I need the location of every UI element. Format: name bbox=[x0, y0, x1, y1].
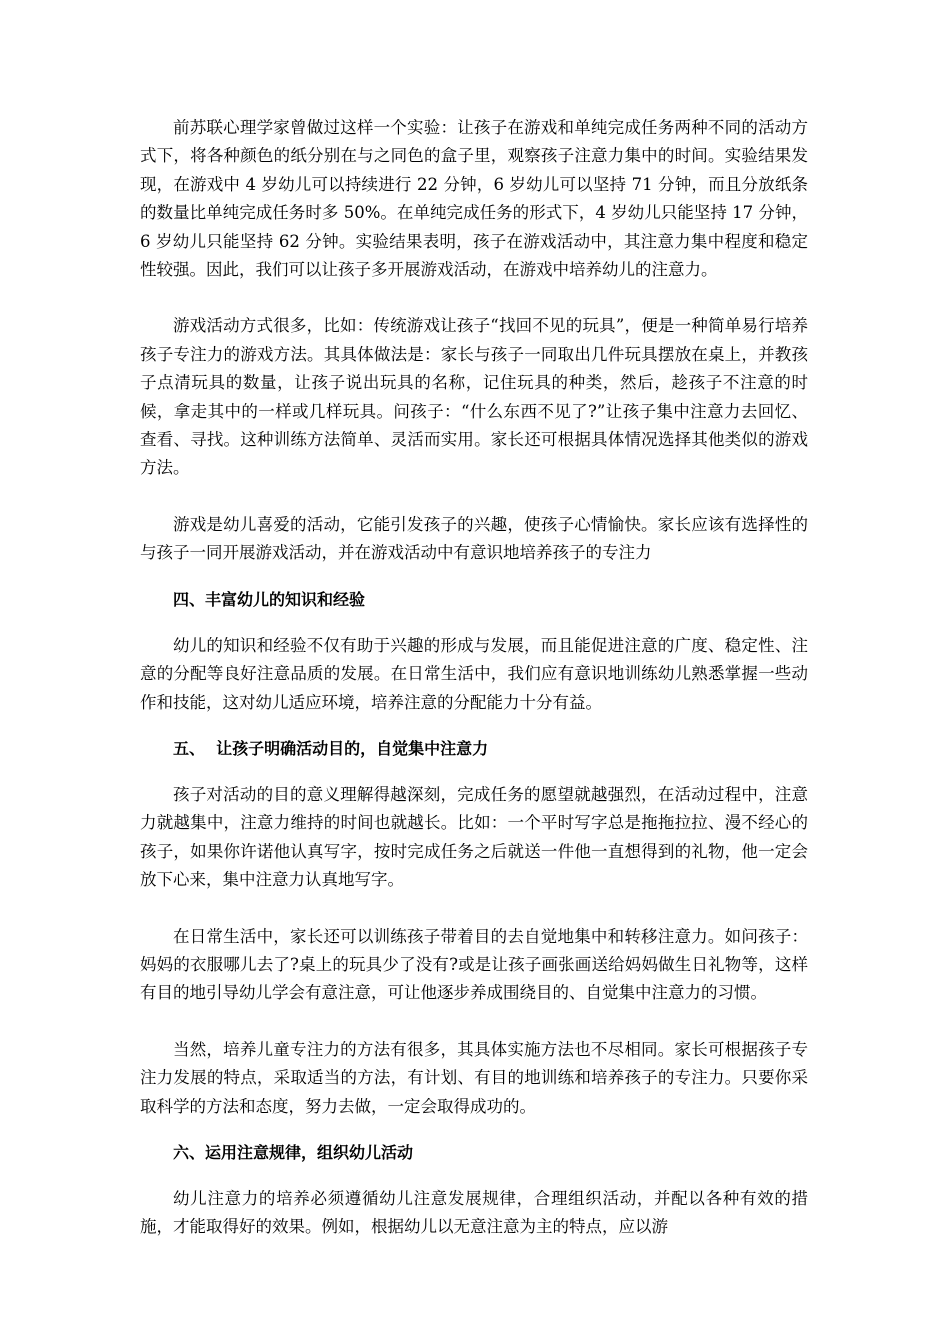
paragraph-knowledge: 幼儿的知识和经验不仅有助于兴趣的形成与发展，而且能促进注意的广度、稳定性、注意的分配等良好注意品质的发展。在日常生活中，我们应有意识地训练幼儿熟悉掌握一些动作和技能，这对幼儿适应环境，培养注意的分配能力十分有益。 bbox=[140, 635, 808, 712]
heading-section-4: 四、丰富幼儿的知识和经验 bbox=[173, 589, 366, 609]
paragraph-experiment: 前苏联心理学家曾做过这样一个实验：让孩子在游戏和单纯完成任务两种不同的活动方式下，将各种颜色的纸分别在与之同色的盒子里，观察孩子注意力集中的时间。实验结果发现，在游戏中 4 岁幼儿可以持续进行 22 分钟，6 岁幼儿可以坚持 71 分钟，而且分放纸条的数量比单纯完成任务时多 50%。在单纯完成任务的形式下，4 岁幼儿只能坚持 17 分钟，6 岁幼儿只能坚持 62 分钟。实验结果表明，孩子在游戏活动中，其注意力集中程度和稳定性较强。因此，我们可以让孩子多开展游戏活动，在游戏中培养幼儿的注意力。 bbox=[140, 118, 808, 280]
heading-section-6: 六、运用注意规律，组织幼儿活动 bbox=[173, 1142, 414, 1162]
paragraph-attention-rules: 幼儿注意力的培养必须遵循幼儿注意发展规律，合理组织活动，并配以各种有效的措施，才能取得好的效果。例如，根据幼儿以无意注意为主的特点，应以游 bbox=[140, 1188, 808, 1237]
document-page bbox=[140, 114, 808, 1242]
paragraph-purpose: 孩子对活动的目的意义理解得越深刻，完成任务的愿望就越强烈，在活动过程中，注意力就越集中，注意力维持的时间也就越长。比如：一个平时写字总是拖拖拉拉、漫不经心的孩子，如果你许诺他认真写字，按时完成任务之后就送一件他一直想得到的礼物，他一定会放下心来，集中注意力认真地写字。 bbox=[140, 784, 808, 890]
paragraph-game-summary: 游戏是幼儿喜爱的活动，它能引发孩子的兴趣，使孩子心情愉快。家长应该有选择性的与孩子一同开展游戏活动，并在游戏活动中有意识地培养孩子的专注力 bbox=[140, 514, 808, 563]
paragraph-daily-training: 在日常生活中，家长还可以训练孩子带着目的去自觉地集中和转移注意力。如问孩子：妈妈的衣服哪儿去了?桌上的玩具少了没有?或是让孩子画张画送给妈妈做生日礼物等，这样有目的地引导幼儿学会有意注意，可让他逐步养成围绕目的、自觉集中注意力的习惯。 bbox=[140, 926, 808, 1003]
heading-section-5: 五、 让孩子明确活动目的，自觉集中注意力 bbox=[173, 738, 489, 758]
paragraph-conclusion: 当然，培养儿童专注力的方法有很多，其具体实施方法也不尽相同。家长可根据孩子专注力发展的特点，采取适当的方法，有计划、有目的地训练和培养孩子的专注力。只要你采取科学的方法和态度，努力去做，一定会取得成功的。 bbox=[140, 1039, 808, 1116]
paragraph-game-methods: 游戏活动方式很多，比如：传统游戏让孩子“找回不见的玩具”，便是一种简单易行培养孩子专注力的游戏方法。其具体做法是：家长与孩子一同取出几件玩具摆放在桌上，并教孩子点清玩具的数量，让孩子说出玩具的名称，记住玩具的种类，然后，趁孩子不注意的时候，拿走其中的一样或几样玩具。问孩子：“什么东西不见了?”让孩子集中注意力去回忆、查看、寻找。这种训练方法简单、灵活而实用。家长还可根据具体情况选择其他类似的游戏方法。 bbox=[140, 316, 808, 478]
